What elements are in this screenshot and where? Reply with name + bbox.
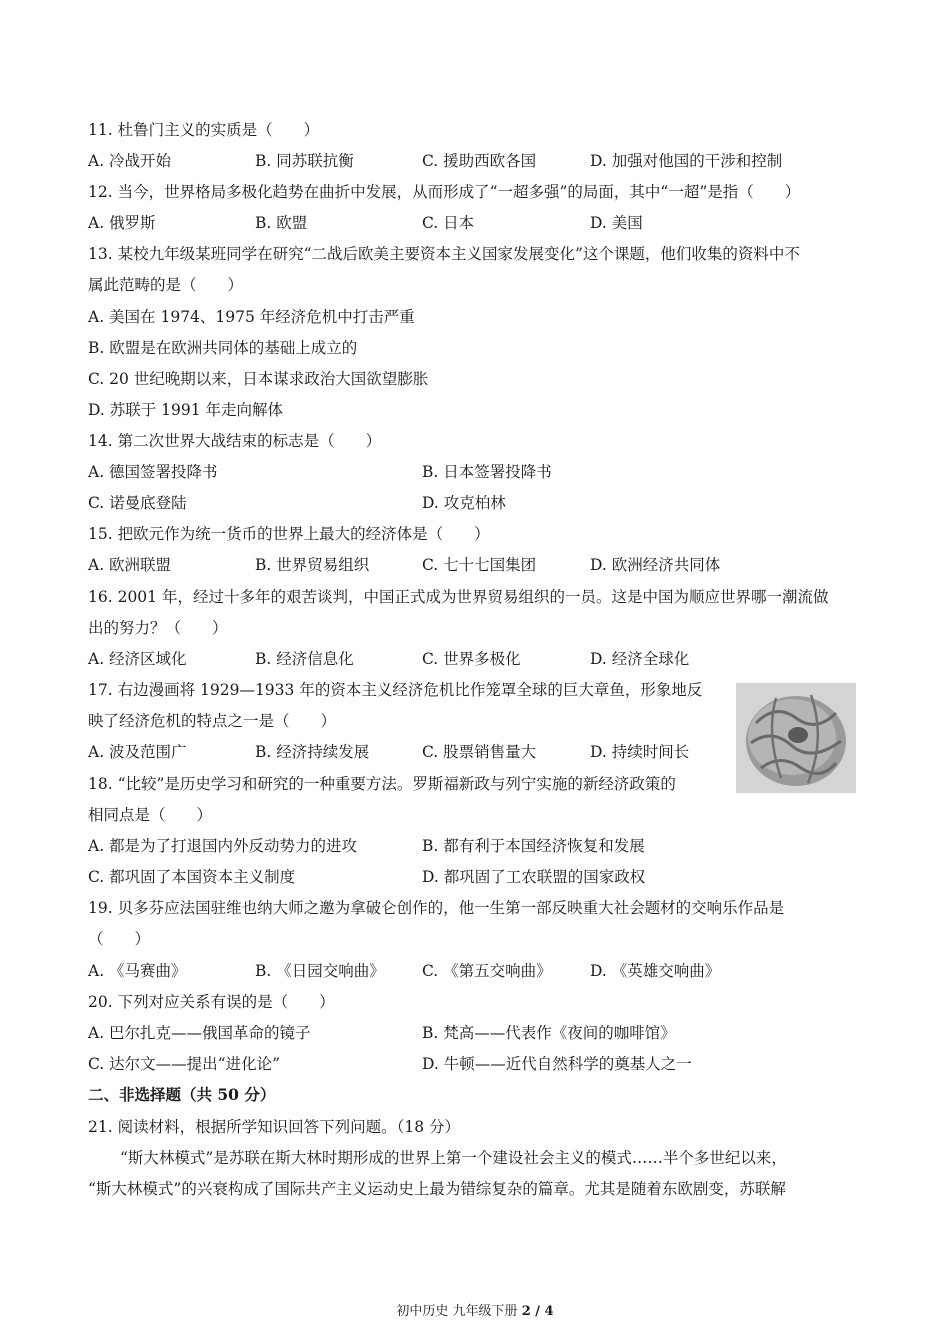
q19-option-c: C. 《第五交响曲》 — [422, 962, 552, 980]
q14-option-a: A. 德国签署投降书 — [88, 463, 218, 481]
q20-option-c: C. 达尔文——提出“进化论” — [88, 1055, 281, 1073]
q15-option-d: D. 欧洲经济共同体 — [590, 556, 721, 574]
q12-stem: 12. 当今，世界格局多极化趋势在曲折中发展，从而形成了“一超多强”的局面，其中“一超”是指（ ） — [88, 183, 801, 201]
q13-stem-line1: 13. 某校九年级某班同学在研究“二战后欧美主要资本主义国家发展变化”这个课题，他们收集的资料中不 — [88, 245, 800, 263]
q15-option-b: B. 世界贸易组织 — [255, 556, 370, 574]
q17-stem-line1: 17. 右边漫画将 1929—1933 年的资本主义经济危机比作笼罩全球的巨大章鱼，形象地反 — [88, 681, 703, 699]
q18-stem-line1: 18. “比较”是历史学习和研究的一种重要方法。罗斯福新政与列宁实施的新经济政策的 — [88, 775, 676, 793]
q14-stem: 14. 第二次世界大战结束的标志是（ ） — [88, 432, 382, 450]
q20-option-a: A. 巴尔扎克——俄国革命的镜子 — [88, 1024, 311, 1042]
q17-option-a: A. 波及范围广 — [88, 743, 187, 761]
q17-stem-line2: 映了经济危机的特点之一是（ ） — [88, 712, 337, 730]
q15-option-c: C. 七十七国集团 — [422, 556, 537, 574]
q13-option-c: C. 20 世纪晚期以来，日本谋求政治大国欲望膨胀 — [88, 370, 429, 388]
q20-option-b: B. 梵高——代表作《夜间的咖啡馆》 — [422, 1024, 676, 1042]
q13-option-b: B. 欧盟是在欧洲共同体的基础上成立的 — [88, 339, 358, 357]
q11-option-d: D. 加强对他国的干涉和控制 — [590, 152, 783, 170]
q16-option-c: C. 世界多极化 — [422, 650, 521, 668]
q16-option-d: D. 经济全球化 — [590, 650, 690, 668]
q18-option-d: D. 都巩固了工农联盟的国家政权 — [422, 868, 646, 886]
q19-option-a: A. 《马赛曲》 — [88, 962, 187, 980]
q19-option-b: B. 《日园交响曲》 — [255, 962, 385, 980]
q20-option-d: D. 牛顿——近代自然科学的奠基人之一 — [422, 1055, 692, 1073]
footer-label: 初中历史 九年级下册 — [396, 1304, 522, 1319]
q18-stem-line2: 相同点是（ ） — [88, 806, 213, 824]
octopus-cartoon-image — [736, 683, 856, 793]
q16-option-a: A. 经济区域化 — [88, 650, 187, 668]
q16-stem-line1: 16. 2001 年，经过十多年的艰苦谈判，中国正式成为世界贸易组织的一员。这是中国为顺应世界哪一潮流做 — [88, 588, 829, 606]
octopus-globe-icon — [736, 683, 856, 793]
page-footer — [0, 1300, 950, 1319]
q12-option-d: D. 美国 — [590, 214, 643, 232]
q13-stem-line2: 属此范畴的是（ ） — [88, 276, 244, 294]
q19-option-d: D. 《英雄交响曲》 — [590, 962, 721, 980]
q19-stem-line2: （ ） — [88, 930, 151, 948]
q21-material-line1: “斯大林模式”是苏联在斯大林时期形成的世界上第一个建设社会主义的模式……半个多世纪以来， — [120, 1149, 787, 1167]
q16-option-b: B. 经济信息化 — [255, 650, 354, 668]
section-heading: 二、非选择题（共 50 分） — [88, 1085, 276, 1104]
page-number: 2 / 4 — [521, 1304, 554, 1319]
q11-option-b: B. 同苏联抗衡 — [255, 152, 354, 170]
q13-option-d: D. 苏联于 1991 年走向解体 — [88, 401, 284, 419]
q21-material-line2: “斯大林模式”的兴衰构成了国际共产主义运动史上最为错综复杂的篇章。尤其是随着东欧剧变，苏联解 — [88, 1180, 786, 1198]
q18-option-c: C. 都巩固了本国资本主义制度 — [88, 868, 296, 886]
q12-option-c: C. 日本 — [422, 214, 475, 232]
q11-stem: 11. 杜鲁门主义的实质是（ ） — [88, 121, 320, 139]
q14-option-c: C. 诺曼底登陆 — [88, 494, 187, 512]
q17-option-b: B. 经济持续发展 — [255, 743, 370, 761]
q19-stem-line1: 19. 贝多芬应法国驻维也纳大师之邀为拿破仑创作的，他一生第一部反映重大社会题材的交响乐作品是 — [88, 899, 785, 917]
q15-stem: 15. 把欧元作为统一货币的世界上最大的经济体是（ ） — [88, 525, 490, 543]
q11-option-a: A. 冷战开始 — [88, 152, 172, 170]
q16-stem-line2: 出的努力？（ ） — [88, 619, 228, 637]
q21-stem: 21. 阅读材料，根据所学知识回答下列问题。（18 分） — [88, 1118, 460, 1136]
q20-stem: 20. 下列对应关系有误的是（ ） — [88, 993, 335, 1011]
q17-option-d: D. 持续时间长 — [590, 743, 690, 761]
q12-option-b: B. 欧盟 — [255, 214, 308, 232]
q11-option-c: C. 援助西欧各国 — [422, 152, 537, 170]
q17-option-c: C. 股票销售量大 — [422, 743, 537, 761]
q15-option-a: A. 欧洲联盟 — [88, 556, 172, 574]
q13-option-a: A. 美国在 1974、1975 年经济危机中打击严重 — [88, 308, 415, 326]
q14-option-b: B. 日本签署投降书 — [422, 463, 552, 481]
q18-option-b: B. 都有利于本国经济恢复和发展 — [422, 837, 645, 855]
q18-option-a: A. 都是为了打退国内外反动势力的进攻 — [88, 837, 358, 855]
q14-option-d: D. 攻克柏林 — [422, 494, 506, 512]
q12-option-a: A. 俄罗斯 — [88, 214, 156, 232]
